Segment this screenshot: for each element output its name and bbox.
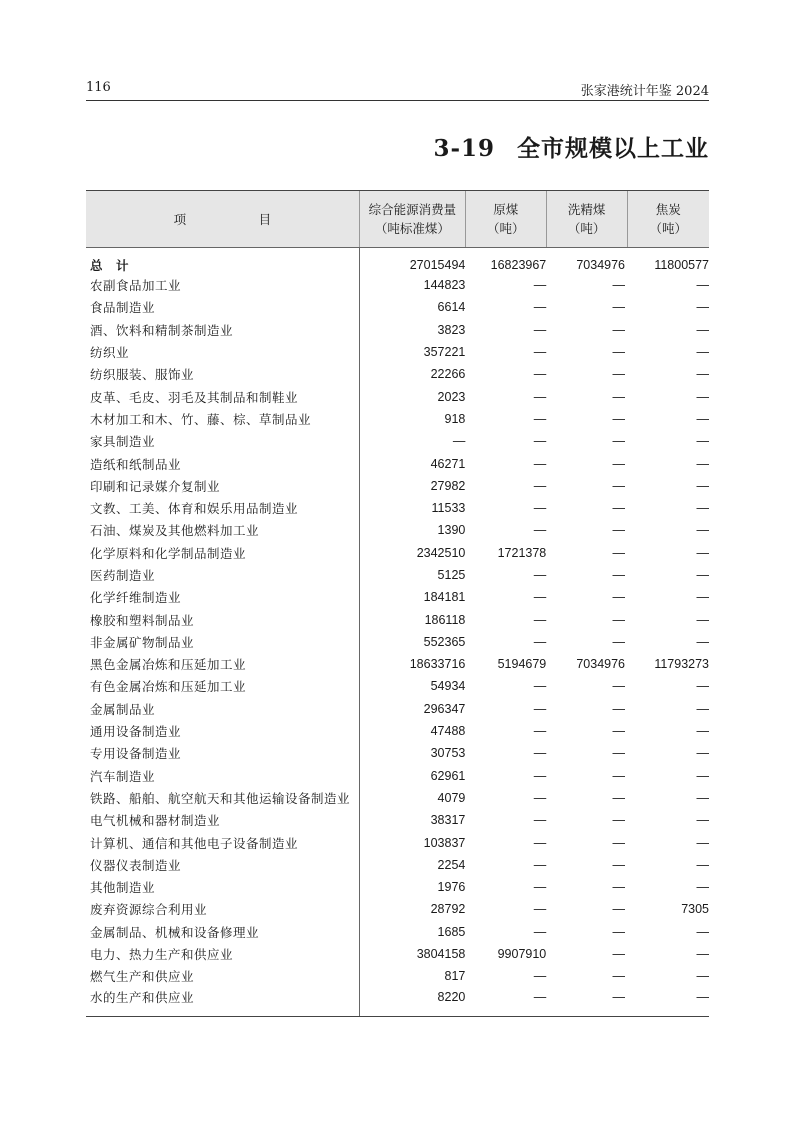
washed-coal-value: — bbox=[612, 612, 626, 627]
industry-name: 食品制造业 bbox=[86, 296, 359, 318]
raw-coal-value: — bbox=[533, 411, 547, 426]
energy-consumption-value: 2254 bbox=[437, 857, 466, 872]
energy-consumption-value: 144823 bbox=[423, 278, 466, 293]
energy-consumption-value: 3804158 bbox=[416, 947, 466, 962]
coke-value: — bbox=[696, 634, 709, 649]
industry-name: 金属制品、机械和设备修理业 bbox=[86, 921, 359, 943]
industry-name: 计算机、通信和其他电子设备制造业 bbox=[86, 831, 359, 853]
energy-consumption-value: 8220 bbox=[359, 988, 465, 1017]
coke-value: — bbox=[696, 501, 709, 516]
energy-consumption-value: — bbox=[452, 434, 466, 449]
energy-consumption-value: 28792 bbox=[430, 902, 466, 917]
table-row bbox=[86, 720, 709, 742]
raw-coal-value: — bbox=[533, 501, 547, 516]
energy-consumption-value: 2342510 bbox=[416, 545, 466, 560]
header-washed-coal: 洗精煤 （吨） bbox=[546, 191, 627, 248]
coke-value: — bbox=[696, 746, 709, 761]
energy-consumption-value: 38317 bbox=[430, 813, 466, 828]
raw-coal-value: — bbox=[533, 857, 547, 872]
energy-consumption-value: 27015494 bbox=[409, 258, 466, 272]
energy-consumption-value: 186118 bbox=[424, 612, 466, 627]
raw-coal-value: — bbox=[533, 389, 547, 404]
table-row bbox=[86, 586, 709, 608]
table-row bbox=[86, 341, 709, 363]
coke-value: — bbox=[696, 411, 709, 426]
energy-consumption-value: 62961 bbox=[430, 768, 466, 783]
table-row bbox=[86, 653, 709, 675]
washed-coal-value: — bbox=[612, 969, 626, 984]
table-row bbox=[86, 452, 709, 474]
raw-coal-value: — bbox=[533, 880, 547, 895]
coke-value: — bbox=[696, 924, 709, 939]
raw-coal-value: — bbox=[533, 969, 547, 984]
washed-coal-value: — bbox=[612, 947, 626, 962]
table-row bbox=[86, 608, 709, 630]
coke-value: — bbox=[696, 568, 709, 582]
industry-name: 石油、煤炭及其他燃料加工业 bbox=[86, 519, 359, 541]
industry-name: 印刷和记录媒介复制业 bbox=[86, 475, 359, 497]
raw-coal-value: — bbox=[533, 813, 547, 828]
table-row bbox=[86, 965, 709, 987]
raw-coal-value: — bbox=[533, 590, 547, 605]
header-raw-coal: 原煤 （吨） bbox=[465, 191, 546, 248]
raw-coal-value: — bbox=[533, 456, 547, 471]
table-row bbox=[86, 274, 709, 296]
washed-coal-value: — bbox=[612, 924, 626, 939]
coke-value: — bbox=[696, 835, 709, 850]
coke-value: — bbox=[696, 389, 709, 404]
table-row bbox=[86, 698, 709, 720]
industry-name: 其他制造业 bbox=[86, 876, 359, 898]
raw-coal-value: — bbox=[533, 924, 547, 939]
energy-consumption-value: 2023 bbox=[437, 389, 466, 404]
energy-consumption-value: 1976 bbox=[437, 880, 466, 895]
energy-consumption-value: 817 bbox=[444, 969, 466, 984]
coke-value: — bbox=[696, 434, 709, 449]
energy-consumption-value: 1685 bbox=[437, 924, 466, 939]
energy-consumption-value: 3823 bbox=[437, 322, 466, 337]
energy-consumption-value: 47488 bbox=[430, 724, 466, 739]
industry-name: 有色金属冶炼和压延加工业 bbox=[86, 675, 359, 697]
table-row bbox=[86, 430, 709, 452]
industry-name: 家具制造业 bbox=[86, 430, 359, 452]
washed-coal-value: — bbox=[612, 278, 626, 293]
raw-coal-value: — bbox=[533, 790, 547, 805]
washed-coal-value: 7034976 bbox=[576, 258, 626, 272]
industry-name: 橡胶和塑料制品业 bbox=[86, 608, 359, 630]
coke-value: — bbox=[696, 880, 709, 895]
table-number: 3-19 bbox=[433, 135, 495, 162]
header-row bbox=[86, 191, 709, 248]
washed-coal-value: — bbox=[612, 835, 626, 850]
washed-coal-value: — bbox=[612, 501, 626, 516]
energy-consumption-value: 46271 bbox=[430, 456, 466, 471]
washed-coal-value: — bbox=[612, 790, 626, 805]
coke-value: — bbox=[696, 701, 709, 716]
energy-consumption-value: 6614 bbox=[437, 300, 466, 315]
coke-value: — bbox=[696, 523, 709, 538]
washed-coal-value: — bbox=[612, 590, 626, 605]
table-row bbox=[86, 542, 709, 564]
washed-coal-value: — bbox=[612, 545, 626, 560]
raw-coal-value: — bbox=[533, 478, 547, 493]
energy-consumption-value: 357221 bbox=[423, 345, 466, 360]
energy-consumption-value: 184181 bbox=[423, 590, 466, 605]
energy-consumption-value: 11533 bbox=[431, 501, 466, 516]
raw-coal-value: — bbox=[533, 345, 547, 360]
raw-coal-value: — bbox=[533, 523, 547, 538]
header-coke: 焦炭 （吨） bbox=[627, 191, 709, 248]
table-row bbox=[86, 854, 709, 876]
raw-coal-value: — bbox=[533, 568, 547, 582]
table-row bbox=[86, 363, 709, 385]
washed-coal-value: — bbox=[612, 322, 626, 337]
coke-value: — bbox=[696, 545, 709, 560]
table-row bbox=[86, 943, 709, 965]
table-row bbox=[86, 497, 709, 519]
washed-coal-value: — bbox=[612, 857, 626, 872]
coke-value: 11793273 bbox=[654, 657, 709, 672]
raw-coal-value: — bbox=[533, 612, 547, 627]
page-number: 116 bbox=[86, 80, 111, 95]
washed-coal-value: — bbox=[612, 568, 626, 582]
washed-coal-value: — bbox=[612, 701, 626, 716]
industry-name: 总 计 bbox=[86, 248, 359, 275]
raw-coal-value: — bbox=[533, 322, 547, 337]
industry-name: 黑色金属冶炼和压延加工业 bbox=[86, 653, 359, 675]
washed-coal-value: — bbox=[612, 768, 626, 783]
washed-coal-value: — bbox=[612, 902, 626, 917]
table-row bbox=[86, 408, 709, 430]
energy-consumption-value: 18633716 bbox=[409, 657, 466, 672]
energy-consumption-value: 30753 bbox=[430, 746, 466, 761]
table-row bbox=[86, 296, 709, 318]
coke-value: — bbox=[696, 612, 709, 627]
coke-value: — bbox=[696, 345, 709, 360]
industry-name: 仪器仪表制造业 bbox=[86, 854, 359, 876]
industry-name: 木材加工和木、竹、藤、棕、草制品业 bbox=[86, 408, 359, 430]
table-title bbox=[433, 130, 709, 163]
coke-value: — bbox=[696, 300, 709, 315]
table-row bbox=[86, 809, 709, 831]
raw-coal-value: — bbox=[533, 701, 547, 716]
industry-name: 酒、饮料和精制茶制造业 bbox=[86, 319, 359, 341]
industry-name: 皮革、毛皮、羽毛及其制品和制鞋业 bbox=[86, 385, 359, 407]
raw-coal-value: — bbox=[533, 300, 547, 315]
raw-coal-value: — bbox=[465, 988, 546, 1017]
page-header bbox=[86, 78, 709, 101]
raw-coal-value: — bbox=[533, 434, 547, 449]
washed-coal-value: — bbox=[612, 456, 626, 471]
coke-value: 11800577 bbox=[654, 258, 709, 272]
raw-coal-value: 16823967 bbox=[490, 258, 547, 272]
coke-value: — bbox=[696, 857, 709, 872]
industry-name: 废弃资源综合利用业 bbox=[86, 898, 359, 920]
raw-coal-value: — bbox=[533, 634, 547, 649]
raw-coal-value: — bbox=[533, 278, 547, 293]
table-row bbox=[86, 519, 709, 541]
coke-value: — bbox=[696, 590, 709, 605]
washed-coal-value: — bbox=[612, 411, 626, 426]
total-row bbox=[86, 248, 709, 275]
coke-value: — bbox=[696, 813, 709, 828]
coke-value: — bbox=[696, 478, 709, 493]
industry-name: 水的生产和供应业 bbox=[86, 988, 359, 1017]
energy-consumption-value: 552365 bbox=[423, 634, 466, 649]
industry-name: 造纸和纸制品业 bbox=[86, 452, 359, 474]
washed-coal-value: — bbox=[612, 478, 626, 493]
table-row bbox=[86, 742, 709, 764]
industry-name: 医药制造业 bbox=[86, 564, 359, 586]
washed-coal-value: — bbox=[612, 880, 626, 895]
energy-consumption-value: 5125 bbox=[437, 568, 466, 582]
coke-value: — bbox=[696, 724, 709, 739]
washed-coal-value: 7034976 bbox=[576, 657, 626, 672]
industry-name: 电力、热力生产和供应业 bbox=[86, 943, 359, 965]
coke-value: — bbox=[696, 790, 709, 805]
coke-value: — bbox=[696, 768, 709, 783]
book-title: 张家港统计年鉴 2024 bbox=[580, 84, 709, 99]
energy-consumption-value: 54934 bbox=[430, 679, 466, 694]
table-row bbox=[86, 564, 709, 586]
industry-name: 化学纤维制造业 bbox=[86, 586, 359, 608]
table-body bbox=[86, 248, 709, 1017]
washed-coal-value: — bbox=[612, 724, 626, 739]
energy-consumption-value: 296347 bbox=[423, 701, 466, 716]
raw-coal-value: 1721378 bbox=[497, 545, 547, 560]
table-row bbox=[86, 876, 709, 898]
energy-consumption-value: 918 bbox=[444, 411, 466, 426]
industry-name: 纺织服装、服饰业 bbox=[86, 363, 359, 385]
coke-value: — bbox=[627, 988, 709, 1017]
coke-value: 7305 bbox=[681, 902, 709, 917]
energy-consumption-value: 103837 bbox=[423, 835, 466, 850]
raw-coal-value: — bbox=[533, 679, 547, 694]
industry-name: 电气机械和器材制造业 bbox=[86, 809, 359, 831]
washed-coal-value: — bbox=[612, 746, 626, 761]
industry-name: 化学原料和化学制品制造业 bbox=[86, 542, 359, 564]
header-energy-consumption: 综合能源消费量 （吨标准煤） bbox=[359, 191, 465, 248]
raw-coal-value: — bbox=[533, 724, 547, 739]
raw-coal-value: 5194679 bbox=[497, 657, 547, 672]
table-row bbox=[86, 831, 709, 853]
industry-name: 专用设备制造业 bbox=[86, 742, 359, 764]
raw-coal-value: — bbox=[533, 746, 547, 761]
energy-consumption-value: 27982 bbox=[430, 478, 466, 493]
industry-name: 文教、工美、体育和娱乐用品制造业 bbox=[86, 497, 359, 519]
table-row bbox=[86, 319, 709, 341]
raw-coal-value: 9907910 bbox=[497, 947, 547, 962]
energy-consumption-value: 1390 bbox=[437, 523, 466, 538]
table-row bbox=[86, 631, 709, 653]
coke-value: — bbox=[696, 278, 709, 293]
washed-coal-value: — bbox=[612, 300, 626, 315]
washed-coal-value: — bbox=[612, 634, 626, 649]
washed-coal-value: — bbox=[612, 434, 626, 449]
table-row bbox=[86, 765, 709, 787]
coke-value: — bbox=[696, 322, 709, 337]
industry-name: 非金属矿物制品业 bbox=[86, 631, 359, 653]
table-row bbox=[86, 898, 709, 920]
header-item: 项 目 bbox=[86, 191, 359, 248]
raw-coal-value: — bbox=[533, 835, 547, 850]
energy-consumption-table bbox=[86, 190, 709, 1017]
table-row bbox=[86, 921, 709, 943]
coke-value: — bbox=[696, 456, 709, 471]
washed-coal-value: — bbox=[612, 345, 626, 360]
industry-name: 纺织业 bbox=[86, 341, 359, 363]
raw-coal-value: — bbox=[533, 367, 547, 382]
coke-value: — bbox=[696, 679, 709, 694]
raw-coal-value: — bbox=[533, 902, 547, 917]
table-row bbox=[86, 988, 709, 1017]
washed-coal-value: — bbox=[612, 389, 626, 404]
table-title-text: 全市规模以上工业 bbox=[517, 135, 709, 162]
industry-name: 通用设备制造业 bbox=[86, 720, 359, 742]
raw-coal-value: — bbox=[533, 768, 547, 783]
washed-coal-value: — bbox=[612, 523, 626, 538]
table-row bbox=[86, 475, 709, 497]
coke-value: — bbox=[696, 947, 709, 962]
washed-coal-value: — bbox=[546, 988, 627, 1017]
industry-name: 金属制品业 bbox=[86, 698, 359, 720]
washed-coal-value: — bbox=[612, 679, 626, 694]
washed-coal-value: — bbox=[612, 367, 626, 382]
industry-name: 汽车制造业 bbox=[86, 765, 359, 787]
table-row bbox=[86, 385, 709, 407]
washed-coal-value: — bbox=[612, 813, 626, 828]
energy-consumption-value: 22266 bbox=[430, 367, 466, 382]
industry-name: 燃气生产和供应业 bbox=[86, 965, 359, 987]
industry-name: 农副食品加工业 bbox=[86, 274, 359, 296]
energy-consumption-value: 4079 bbox=[437, 790, 466, 805]
table-row bbox=[86, 787, 709, 809]
coke-value: — bbox=[696, 367, 709, 382]
industry-name: 铁路、船舶、航空航天和其他运输设备制造业 bbox=[86, 787, 359, 809]
coke-value: — bbox=[696, 969, 709, 984]
table-row bbox=[86, 675, 709, 697]
